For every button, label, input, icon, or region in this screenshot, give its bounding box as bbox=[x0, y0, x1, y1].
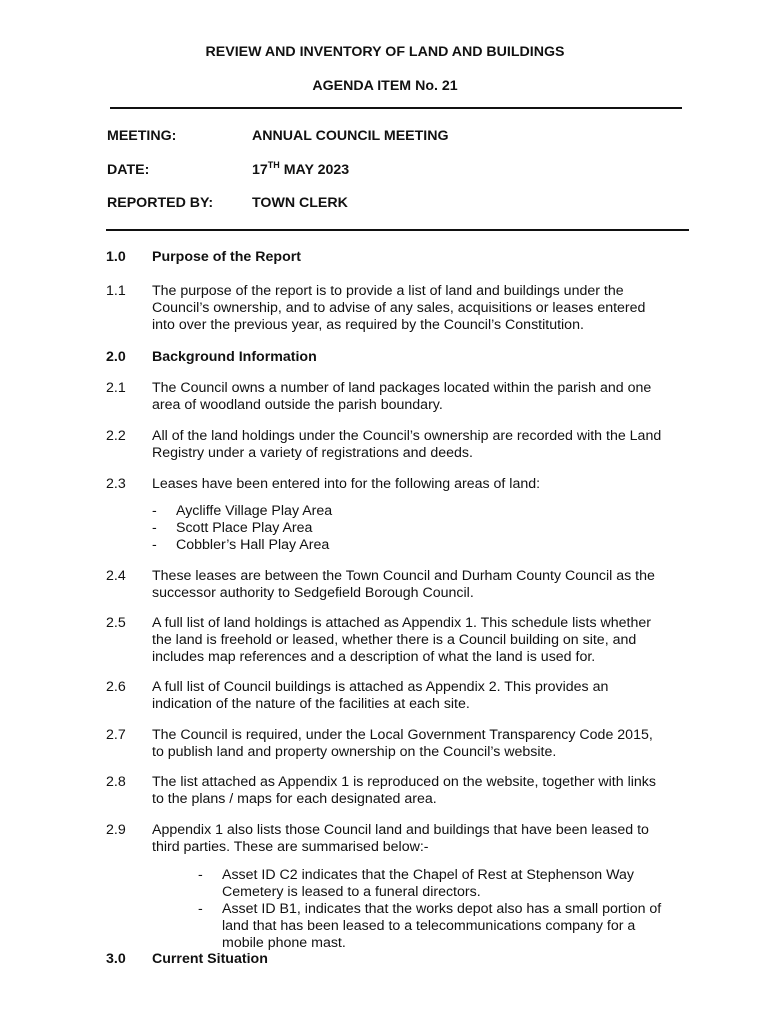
text-line: to the plans / maps for each designated area. bbox=[152, 791, 437, 807]
list-item-text: Cobbler’s Hall Play Area bbox=[176, 537, 330, 553]
paragraph-text bbox=[152, 727, 722, 761]
paragraph-number: 2.8 bbox=[106, 774, 126, 790]
date-day: 17 bbox=[252, 162, 268, 178]
date-value bbox=[252, 162, 349, 178]
text-line: land that has been leased to a telecommunications company for a bbox=[222, 918, 636, 934]
paragraph-text bbox=[152, 380, 722, 414]
list-item-text: Aycliffe Village Play Area bbox=[176, 503, 333, 519]
paragraph-text bbox=[152, 428, 722, 462]
meeting-label: MEETING: bbox=[107, 128, 177, 144]
meta-divider bbox=[106, 229, 689, 231]
text-line: includes map references and a description of what the land is used for. bbox=[152, 649, 596, 665]
paragraph-number: 2.2 bbox=[106, 428, 126, 444]
paragraph-number: 2.7 bbox=[106, 727, 126, 743]
text-line: to publish land and property ownership on the Council’s website. bbox=[152, 744, 557, 760]
text-line: Asset ID C2 indicates that the Chapel of Rest at Stephenson Way bbox=[222, 867, 634, 883]
paragraph-number: 2.6 bbox=[106, 679, 126, 695]
text-line: Leases have been entered into for the following areas of land: bbox=[152, 476, 541, 492]
text-line: indication of the nature of the facilities at each site. bbox=[152, 696, 470, 712]
text-line: Registry under a variety of registrations and deeds. bbox=[152, 445, 473, 461]
paragraph-text bbox=[152, 679, 722, 713]
section-number: 1.0 bbox=[106, 249, 126, 265]
text-line: area of woodland outside the parish boundary. bbox=[152, 397, 443, 413]
text-line: Cemetery is leased to a funeral directors. bbox=[222, 884, 481, 900]
header-divider bbox=[110, 107, 682, 109]
paragraph-text bbox=[152, 822, 722, 856]
paragraph-number: 2.3 bbox=[106, 476, 126, 492]
paragraph-number: 2.4 bbox=[106, 568, 126, 584]
section-heading: Purpose of the Report bbox=[152, 249, 301, 265]
paragraph-number: 2.9 bbox=[106, 822, 126, 838]
list-item-text: Scott Place Play Area bbox=[176, 520, 313, 536]
text-line: Council’s ownership, and to advise of any sales, acquisitions or leases entered bbox=[152, 300, 646, 316]
text-line: Appendix 1 also lists those Council land and buildings that have been leased to bbox=[152, 822, 649, 838]
section-heading: Background Information bbox=[152, 349, 317, 365]
list-item: - Scott Place Play Area bbox=[152, 520, 313, 536]
text-line: mobile phone mast. bbox=[222, 935, 346, 951]
list-item: - Cobbler’s Hall Play Area bbox=[152, 537, 330, 553]
agenda-item: AGENDA ITEM No. 21 bbox=[312, 78, 458, 94]
text-line: successor authority to Sedgefield Borough Council. bbox=[152, 585, 474, 601]
date-label: DATE: bbox=[107, 162, 150, 178]
text-line: The list attached as Appendix 1 is reproduced on the website, together with links bbox=[152, 774, 656, 790]
document-title: REVIEW AND INVENTORY OF LAND AND BUILDINGS bbox=[205, 44, 565, 60]
reported-value: TOWN CLERK bbox=[252, 195, 348, 211]
reported-row bbox=[107, 195, 348, 212]
list-item: - Asset ID C2 indicates that the Chapel of Rest at Stephenson Way Cemetery is leased to a funeral directors. bbox=[198, 867, 718, 901]
text-line: A full list of Council buildings is attached as Appendix 2. This provides an bbox=[152, 679, 609, 695]
list-item-text bbox=[222, 901, 718, 952]
meeting-value: ANNUAL COUNCIL MEETING bbox=[252, 128, 449, 144]
paragraph-text bbox=[152, 283, 722, 334]
text-line: The purpose of the report is to provide a list of land and buildings under the bbox=[152, 283, 624, 299]
paragraph-number: 1.1 bbox=[106, 283, 126, 299]
paragraph-text bbox=[152, 774, 722, 808]
text-line: All of the land holdings under the Council’s ownership are recorded with the Land bbox=[152, 428, 662, 444]
paragraph-text bbox=[152, 476, 722, 493]
paragraph-text bbox=[152, 615, 722, 666]
text-line: third parties. These are summarised below:- bbox=[152, 839, 429, 855]
section-number: 3.0 bbox=[106, 951, 126, 967]
text-line: These leases are between the Town Council and Durham County Council as the bbox=[152, 568, 655, 584]
list-item-text bbox=[222, 867, 718, 901]
list-item: - Aycliffe Village Play Area bbox=[152, 503, 333, 519]
text-line: A full list of land holdings is attached as Appendix 1. This schedule lists whether bbox=[152, 615, 651, 631]
paragraph-text bbox=[152, 568, 722, 602]
text-line: the land is freehold or leased, whether there is a Council building on site, and bbox=[152, 632, 637, 648]
section-heading: Current Situation bbox=[152, 951, 268, 967]
list-item: - Asset ID B1, indicates that the works depot also has a small portion of land that has been leased to a telecommunications company for a mobile phone mast. bbox=[198, 901, 718, 952]
text-line: The Council is required, under the Local Government Transparency Code 2015, bbox=[152, 727, 653, 743]
date-rest: MAY 2023 bbox=[279, 162, 350, 178]
meeting-row bbox=[107, 128, 449, 145]
reported-label: REPORTED BY: bbox=[107, 195, 214, 211]
text-line: The Council owns a number of land packages located within the parish and one bbox=[152, 380, 652, 396]
text-line: Asset ID B1, indicates that the works depot also has a small portion of bbox=[222, 901, 662, 917]
paragraph-number: 2.5 bbox=[106, 615, 126, 631]
section-number: 2.0 bbox=[106, 349, 126, 365]
date-row bbox=[107, 162, 349, 179]
paragraph-number: 2.1 bbox=[106, 380, 126, 396]
date-suffix: TH bbox=[267, 160, 280, 170]
text-line: into over the previous year, as required by the Council’s Constitution. bbox=[152, 317, 584, 333]
